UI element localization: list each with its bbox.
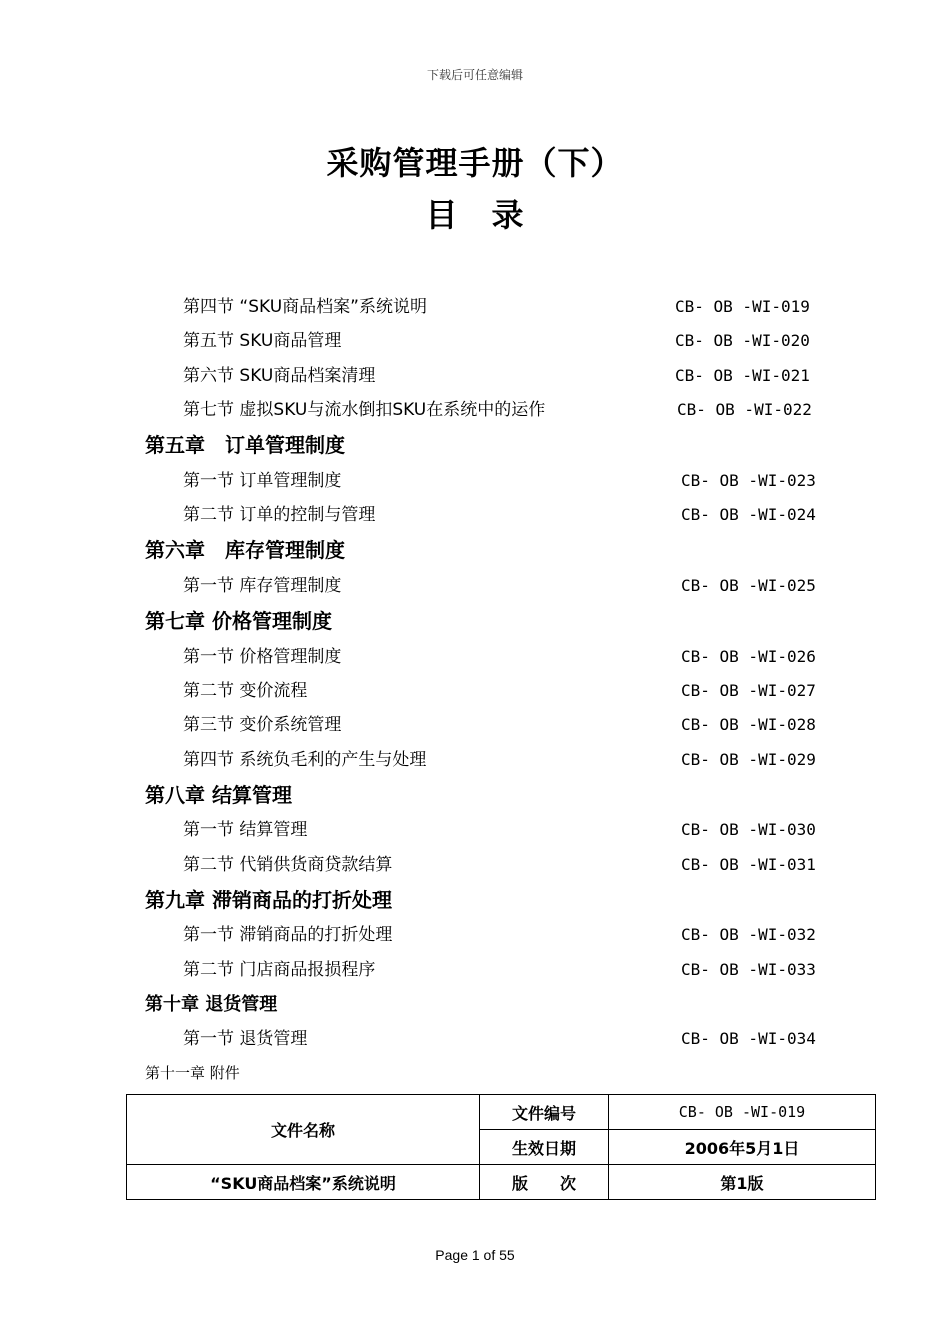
toc-label: 第一节 价格管理制度 <box>183 647 342 667</box>
toc-label: 第四节 系统负毛利的产生与处理 <box>183 750 427 770</box>
file-number-value: CB- OB -WI-019 <box>609 1095 876 1130</box>
toc-doc-code: CB- OB -WI-025 <box>681 576 816 595</box>
toc-heading: 目 录 <box>425 196 525 234</box>
toc-section <box>0 500 950 530</box>
toc-section <box>0 850 950 880</box>
effective-date-value: 2006年5月1日 <box>609 1130 876 1165</box>
toc-doc-code: CB- OB -WI-021 <box>675 366 810 385</box>
toc-section <box>0 292 950 322</box>
toc-section <box>0 642 950 672</box>
toc-doc-code: CB- OB -WI-027 <box>681 681 816 700</box>
toc-section <box>0 1024 950 1054</box>
toc-doc-code: CB- OB -WI-019 <box>675 297 810 316</box>
toc-label: 第十章 退货管理 <box>145 994 278 1015</box>
toc-label: 第二节 代销供货商贷款结算 <box>183 855 393 875</box>
file-number-label: 文件编号 <box>480 1095 609 1130</box>
toc-label: 第三节 变价系统管理 <box>183 715 342 735</box>
toc-doc-code: CB- OB -WI-028 <box>681 715 816 734</box>
toc-label: 第一节 退货管理 <box>183 1029 308 1049</box>
toc-section <box>0 395 950 425</box>
toc-label: 第九章 滞销商品的打折处理 <box>145 888 392 912</box>
version-value: 第1版 <box>609 1165 876 1200</box>
toc-doc-code: CB- OB -WI-034 <box>681 1029 816 1048</box>
toc-section <box>0 676 950 706</box>
toc-doc-code: CB- OB -WI-031 <box>681 855 816 874</box>
toc-label: 第七节 虚拟SKU与流水倒扣SKU在系统中的运作 <box>183 400 546 420</box>
toc-label: 第四节 “SKU商品档案”系统说明 <box>183 297 427 317</box>
toc-section <box>0 466 950 496</box>
toc-chapter <box>0 535 950 565</box>
toc-section <box>0 955 950 985</box>
toc-label: 第一节 订单管理制度 <box>183 471 342 491</box>
page-number: Page 1 of 55 <box>435 1247 515 1263</box>
toc-label: 第五节 SKU商品管理 <box>183 331 342 351</box>
toc-section <box>0 571 950 601</box>
toc-chapter <box>0 1058 950 1088</box>
page-header-note: 下载后可任意编辑 <box>426 68 523 82</box>
toc-label: 第二节 变价流程 <box>183 681 308 701</box>
toc-chapter <box>0 606 950 636</box>
document-info-table <box>126 1094 876 1200</box>
toc-section <box>0 710 950 740</box>
toc-label: 第十一章 附件 <box>145 1064 240 1082</box>
toc-label: 第一节 结算管理 <box>183 820 308 840</box>
effective-date-label: 生效日期 <box>480 1130 609 1165</box>
toc-label: 第六节 SKU商品档案清理 <box>183 366 376 386</box>
document-name-value: “SKU商品档案”系统说明 <box>127 1165 480 1200</box>
toc-doc-code: CB- OB -WI-020 <box>675 331 810 350</box>
toc-doc-code: CB- OB -WI-029 <box>681 750 816 769</box>
document-title: 采购管理手册（下） <box>326 144 624 182</box>
toc-section <box>0 920 950 950</box>
toc-label: 第八章 结算管理 <box>145 783 292 807</box>
toc-doc-code: CB- OB -WI-022 <box>677 400 812 419</box>
toc-chapter <box>0 885 950 915</box>
toc-section <box>0 745 950 775</box>
toc-section <box>0 361 950 391</box>
toc-label: 第二节 订单的控制与管理 <box>183 505 376 525</box>
toc-chapter <box>0 990 950 1020</box>
toc-doc-code: CB- OB -WI-023 <box>681 471 816 490</box>
version-label: 版 次 <box>480 1165 609 1200</box>
toc-label: 第七章 价格管理制度 <box>145 609 332 633</box>
toc-chapter <box>0 430 950 460</box>
toc-doc-code: CB- OB -WI-032 <box>681 925 816 944</box>
toc-label: 第一节 滞销商品的打折处理 <box>183 925 393 945</box>
file-name-label: 文件名称 <box>127 1095 480 1165</box>
toc-label: 第六章 库存管理制度 <box>145 538 345 562</box>
toc-label: 第一节 库存管理制度 <box>183 576 342 596</box>
toc-label: 第二节 门店商品报损程序 <box>183 960 376 980</box>
toc-label: 第五章 订单管理制度 <box>145 433 345 457</box>
toc-doc-code: CB- OB -WI-033 <box>681 960 816 979</box>
toc-doc-code: CB- OB -WI-026 <box>681 647 816 666</box>
toc-chapter <box>0 780 950 810</box>
toc-doc-code: CB- OB -WI-030 <box>681 820 816 839</box>
toc-section <box>0 815 950 845</box>
toc-section <box>0 326 950 356</box>
toc-doc-code: CB- OB -WI-024 <box>681 505 816 524</box>
